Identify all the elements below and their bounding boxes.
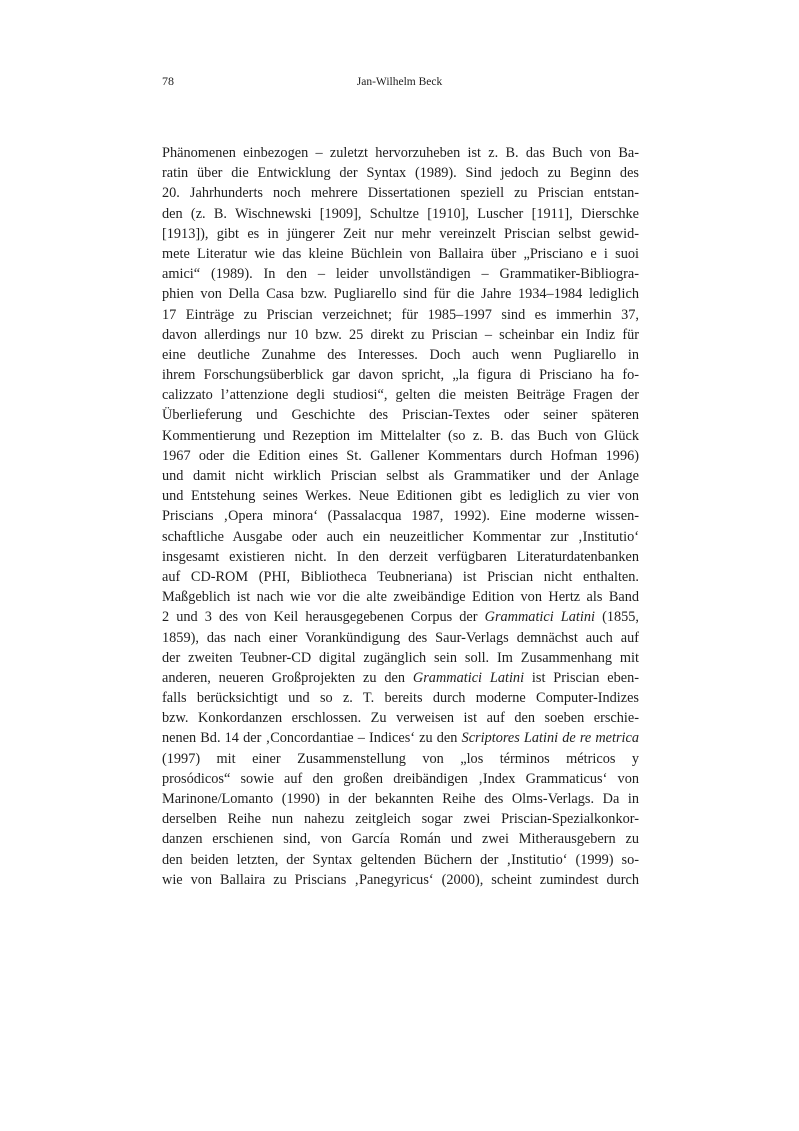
italic-title: Grammatici Latini <box>484 609 595 626</box>
text-line <box>162 728 639 748</box>
text-line: mete Literatur wie das kleine Büchlein von Ballaira über „Prisciano e i suoi <box>162 245 639 262</box>
italic-title: Scriptores Latini de re metrica <box>461 730 640 747</box>
text-line: [1913]), gibt es in jüngerer Zeit nur mehr vereinzelt Priscian selbst gewid- <box>162 225 639 242</box>
text-line: Phänomenen einbezogen – zuletzt hervorzuheben ist z. B. das Buch von Ba- <box>162 145 639 161</box>
text-line: phien von Della Casa bzw. Pugliarello sind für die Jahre 1934–1984 lediglich <box>162 286 639 303</box>
text-line: Marinone/Lomanto (1990) in der bekannten Reihe des Olms-Verlags. Da in <box>162 791 639 807</box>
text-line: derselben Reihe nun nahezu zeitgleich sogar zwei Priscian-Spezialkonkor- <box>162 811 639 828</box>
text-line: calizzato l’attenzione degli studiosi“, gelten die meisten Beiträge Fragen der <box>162 387 639 404</box>
text-line: auf CD-ROM (PHI, Bibliotheca Teubneriana) ist Priscian nicht enthalten. <box>162 568 639 585</box>
text-line: ratin über die Entwicklung der Syntax (1989). Sind jedoch zu Beginn des <box>162 165 639 182</box>
text-line: Kommentierung und Rezeption im Mittelalter (so z. B. das Buch von Glück <box>162 427 639 444</box>
text-line: 1967 oder die Edition eines St. Gallener Kommentars durch Hofman 1996) <box>162 447 639 464</box>
text-line: insgesamt existieren nicht. In den derzeit verfügbaren Literaturdatenbanken <box>162 548 639 565</box>
text-line <box>162 668 639 688</box>
text-line: und damit nicht wirklich Priscian selbst als Grammatiker und der Anlage <box>162 468 639 484</box>
text-line: davon allerdings nur 10 bzw. 25 direkt zu Priscian – scheinbar ein Indiz für <box>162 326 639 343</box>
text-line: amici“ (1989). In den – leider unvollständigen – Grammatiker-Bibliogra- <box>162 266 639 283</box>
text-line: eine deutliche Zunahme des Interesses. Doch auch wenn Pugliarello in <box>162 346 639 363</box>
text-segment: anderen, neueren Großprojekten zu den <box>162 669 413 686</box>
text-line: 17 Einträge zu Priscian verzeichnet; für 1985–1997 sind es immerhin 37, <box>162 306 639 323</box>
text-segment: (1855, <box>594 609 639 626</box>
text-segment: 2 und 3 des von Keil herausgegebenen Corpus der <box>162 609 485 626</box>
text-line: und Entstehung seines Werkes. Neue Editionen gibt es lediglich zu vier von <box>162 488 639 505</box>
text-line: Priscians ‚Opera minora‘ (Passalacqua 1987, 1992). Eine moderne wissen- <box>162 508 639 525</box>
text-line: wie von Ballaira zu Priscians ‚Panegyricus‘ (2000), scheint zumindest durch <box>162 871 639 888</box>
text-line: bzw. Konkordanzen erschlossen. Zu verweisen ist auf den soeben erschie- <box>162 710 639 727</box>
text-line: den beiden letzten, der Syntax geltenden Büchern der ‚Institutio‘ (1999) so- <box>162 851 639 868</box>
text-line: danzen erschienen sind, von García Román und zwei Mitherausgebern zu <box>162 831 639 848</box>
text-line: den (z. B. Wischnewski [1909], Schultze [1910], Luscher [1911], Dierschke <box>162 205 639 222</box>
running-head: Jan-Wilhelm Beck <box>356 76 443 88</box>
text-line: ihrem Forschungsüberblick gar davon spricht, „la figura di Prisciano ha fo- <box>162 367 639 384</box>
text-line: der zweiten Teubner-CD digital zugänglich sein soll. Im Zusammenhang mit <box>162 649 639 666</box>
text-line: schaftliche Ausgabe oder auch ein neuzeitlicher Kommentar zur ‚Institutio‘ <box>162 528 639 545</box>
body-text <box>162 143 639 890</box>
italic-title: Grammatici Latini <box>412 669 525 686</box>
text-line: (1997) mit einer Zusammenstellung von „los términos métricos y <box>162 750 639 767</box>
page-number: 78 <box>162 74 174 88</box>
text-line: Überlieferung und Geschichte des Priscian-Textes oder seiner späteren <box>162 407 639 424</box>
text-line: falls berücksichtigt und so z. T. bereits durch moderne Computer-Indizes <box>162 690 639 707</box>
text-line: 20. Jahrhunderts noch mehrere Dissertationen speziell zu Priscian entstan- <box>162 185 639 202</box>
text-line: 1859), das nach einer Vorankündigung des Saur-Verlags demnächst auch auf <box>162 629 639 646</box>
text-line: Maßgeblich ist nach wie vor die alte zweibändige Edition von Hertz als Band <box>162 589 639 606</box>
text-line <box>162 607 639 627</box>
text-line: prosódicos“ sowie auf den großen dreibändigen ‚Index Grammaticus‘ von <box>162 770 639 787</box>
text-segment: nenen Bd. 14 der ‚Concordantiae – Indices‘ zu den <box>162 730 462 747</box>
text-segment: ist Priscian eben- <box>524 669 639 686</box>
